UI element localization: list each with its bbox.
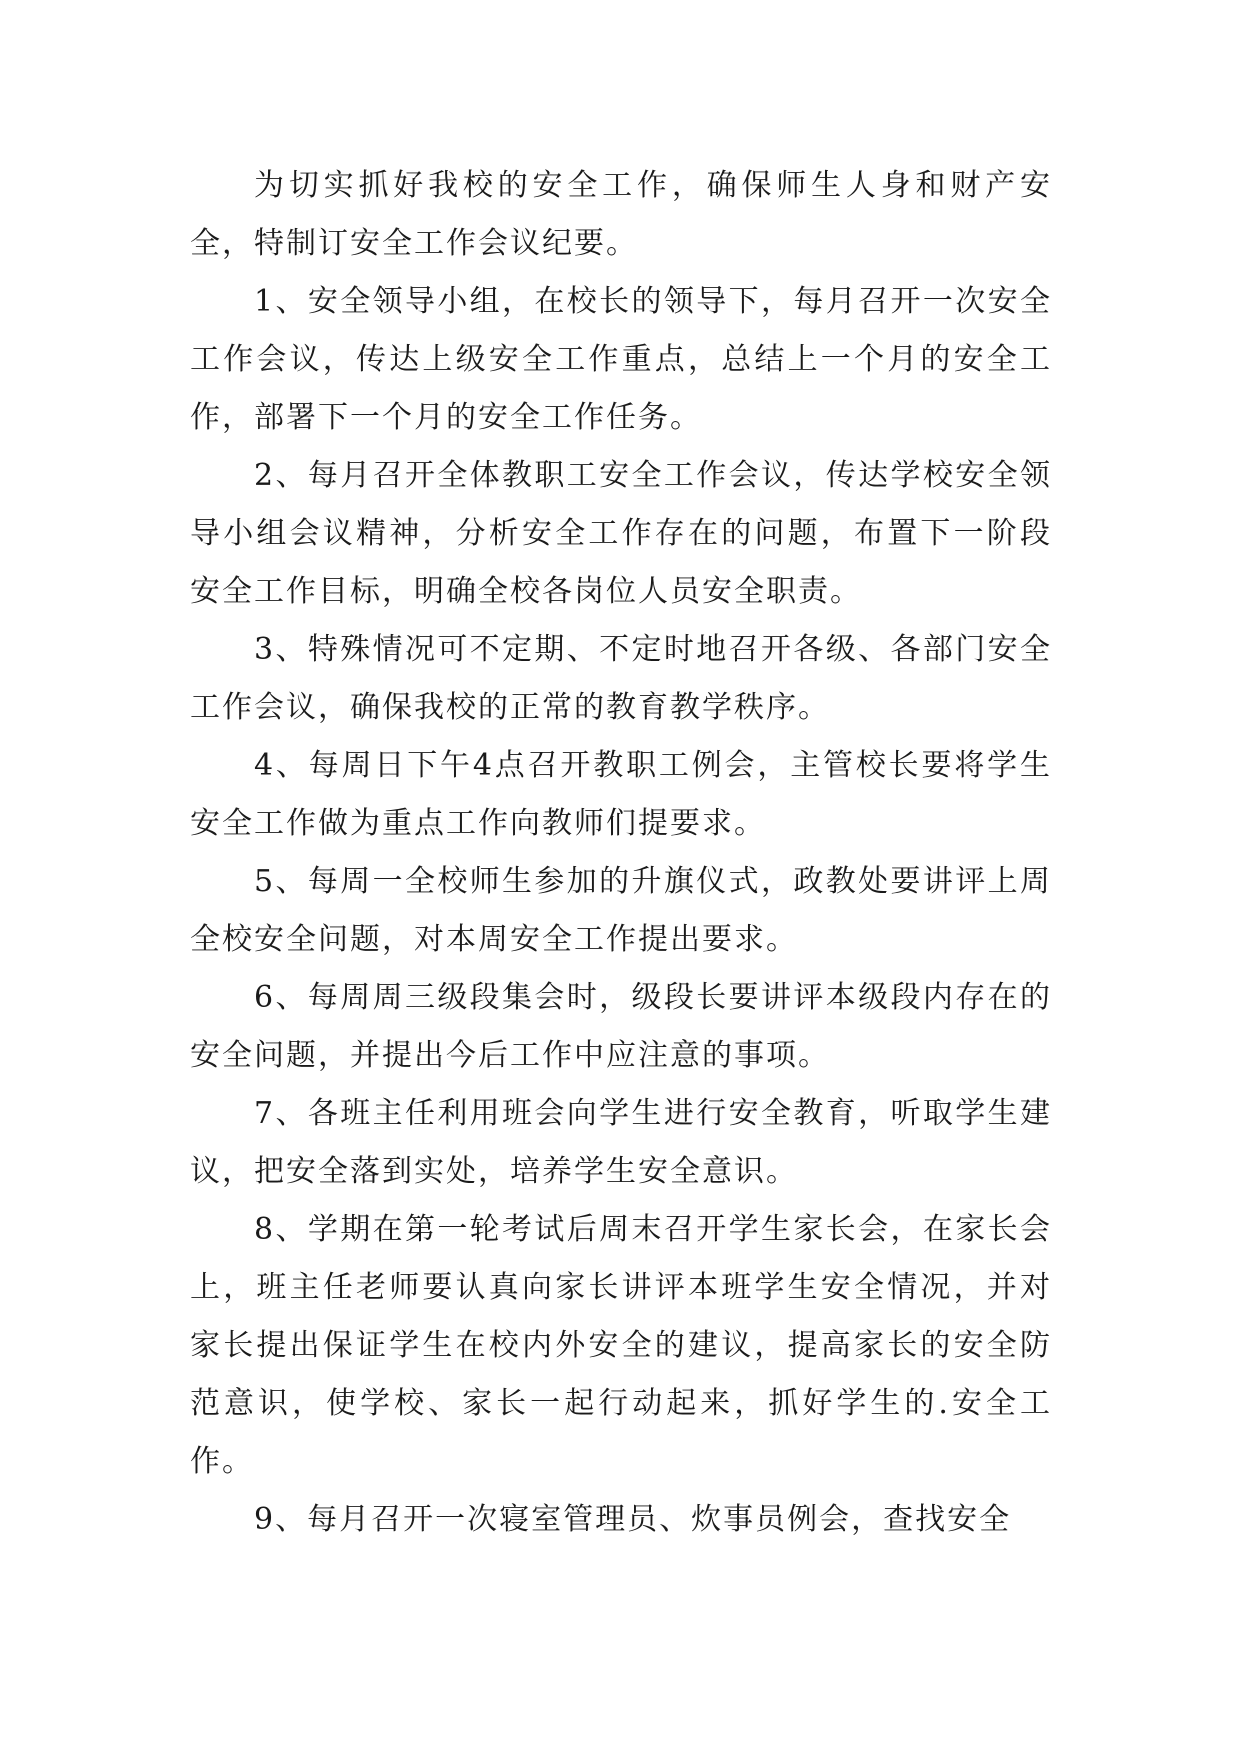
document-body — [190, 157, 1052, 1549]
paragraph-item-5: 5、每周一全校师生参加的升旗仪式，政教处要讲评上周全校安全问题，对本周安全工作提出要求。 — [190, 864, 1052, 957]
paragraph-item-9: 9、每月召开一次寝室管理员、炊事员例会，查找安全 — [254, 1502, 1012, 1537]
paragraph-item-2: 2、每月召开全体教职工安全工作会议，传达学校安全领导小组会议精神，分析安全工作存在的问题，布置下一阶段安全工作目标，明确全校各岗位人员安全职责。 — [190, 458, 1052, 609]
paragraph-intro: 为切实抓好我校的安全工作，确保师生人身和财产安全，特制订安全工作会议纪要。 — [190, 168, 1052, 261]
paragraph-item-3: 3、特殊情况可不定期、不定时地召开各级、各部门安全工作会议，确保我校的正常的教育教学秩序。 — [190, 632, 1052, 725]
paragraph-item-6: 6、每周周三级段集会时，级段长要讲评本级段内存在的安全问题，并提出今后工作中应注意的事项。 — [190, 980, 1052, 1073]
paragraph-item-8: 8、学期在第一轮考试后周末召开学生家长会，在家长会上，班主任老师要认真向家长讲评本班学生安全情况，并对家长提出保证学生在校内外安全的建议，提高家长的安全防范意识，使学校、家长一起行动起来，抓好学生的.安全工作。 — [190, 1212, 1052, 1479]
paragraph-item-7: 7、各班主任利用班会向学生进行安全教育，听取学生建议，把安全落到实处，培养学生安全意识。 — [190, 1096, 1052, 1189]
paragraph-item-1: 1、安全领导小组，在校长的领导下，每月召开一次安全工作会议，传达上级安全工作重点，总结上一个月的安全工作，部署下一个月的安全工作任务。 — [190, 284, 1052, 435]
paragraph-item-4: 4、每周日下午4点召开教职工例会，主管校长要将学生安全工作做为重点工作向教师们提要求。 — [190, 748, 1052, 841]
